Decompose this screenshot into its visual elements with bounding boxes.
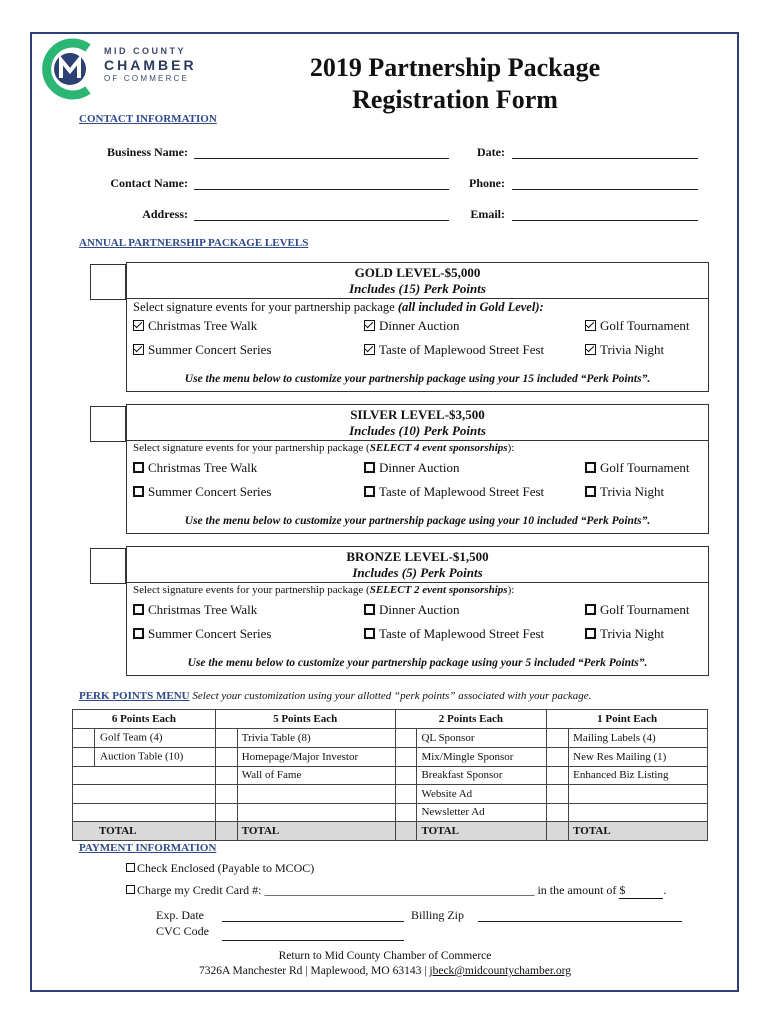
perk-points-table: [72, 709, 708, 841]
address-label: Address:: [142, 207, 188, 221]
perk-heading: PERK POINTS MENU: [79, 690, 190, 702]
gold-intro-emphasis: (all included in Gold Level):: [397, 300, 544, 314]
contact-name-field[interactable]: [194, 189, 449, 190]
bronze-level-instructions: [133, 584, 514, 596]
bronze-event-label: Dinner Auction: [379, 602, 460, 617]
silver-intro-tail: ):: [507, 442, 515, 454]
footer-address: 7326A Manchester Rd | Maplewood, MO 63143 |: [198, 965, 430, 977]
bronze-intro-tail: ):: [507, 584, 515, 596]
gold-event-option[interactable]: [364, 342, 544, 358]
gold-level-name: GOLD LEVEL-$5,000: [354, 265, 481, 280]
business-name-field[interactable]: [194, 158, 449, 159]
bronze-level-note: Use the menu below to customize your partnership package using your 5 included “Perk Points”.: [187, 657, 648, 669]
gold-event-checkbox[interactable]: [364, 344, 375, 355]
gold-intro-text: Select signature events for your partnership package: [133, 300, 398, 314]
five-point-checkbox-cell[interactable]: [215, 728, 237, 747]
five-point-checkbox-cell: [215, 803, 237, 822]
silver-event-option[interactable]: [364, 460, 460, 476]
phone-label: Phone:: [469, 176, 505, 190]
bronze-event-checkbox[interactable]: [585, 604, 596, 615]
bronze-event-option[interactable]: [133, 626, 271, 642]
gold-level-divider: [126, 298, 709, 299]
contact-heading: CONTACT INFORMATION: [79, 113, 217, 125]
six-point-empty: [73, 803, 216, 822]
gold-event-checkbox[interactable]: [364, 320, 375, 331]
email-field[interactable]: [512, 220, 698, 221]
bronze-event-option[interactable]: [364, 602, 460, 618]
silver-event-checkbox[interactable]: [364, 462, 375, 473]
bronze-event-checkbox[interactable]: [133, 628, 144, 639]
perk-intro: [79, 690, 591, 702]
two-point-item: Newsletter Ad: [417, 803, 547, 822]
bronze-level-divider: [126, 582, 709, 583]
five-point-checkbox-cell[interactable]: [215, 766, 237, 785]
silver-event-label: Christmas Tree Walk: [148, 460, 258, 475]
five-point-item: Homepage/Major Investor: [237, 747, 395, 766]
payment-heading: PAYMENT INFORMATION: [79, 842, 217, 854]
perk-row: [73, 766, 708, 785]
gold-level-instructions: [133, 300, 544, 315]
gold-event-label: Trivia Night: [600, 342, 665, 357]
gold-event-checkbox[interactable]: [585, 344, 596, 355]
gold-event-label: Christmas Tree Walk: [148, 318, 258, 333]
two-point-checkbox-cell[interactable]: [395, 766, 417, 785]
bronze-intro-text: Select signature events for your partnership package (: [133, 584, 370, 596]
perk-description: Select your customization using your allotted “perk points” associated with your package.: [192, 690, 592, 702]
card-number-field[interactable]: _____________________________________________: [264, 883, 535, 897]
perk-row: [73, 803, 708, 822]
levels-heading: ANNUAL PARTNERSHIP PACKAGE LEVELS: [79, 237, 309, 249]
two-point-checkbox-cell[interactable]: [395, 728, 417, 747]
contact-name-label: Contact Name:: [110, 176, 188, 190]
card-option[interactable]: Charge my Credit Card #: _____________________________________________ in the amount of $ .: [126, 883, 666, 899]
silver-event-label: Golf Tournament: [600, 460, 690, 475]
silver-level-instructions: [133, 442, 514, 454]
one-point-item: [569, 785, 708, 804]
check-label: Check Enclosed (Payable to MCOC): [137, 861, 315, 875]
bronze-event-label: Christmas Tree Walk: [148, 602, 258, 617]
email-label: Email:: [470, 207, 505, 221]
bronze-event-option[interactable]: [585, 602, 689, 618]
six-point-item[interactable]: [73, 728, 216, 747]
silver-event-label: Dinner Auction: [379, 460, 460, 475]
cvc-field[interactable]: [222, 940, 404, 941]
silver-intro-emphasis: SELECT 4 event sponsorships: [369, 442, 508, 454]
chamber-wordmark: [104, 47, 197, 83]
bronze-event-option[interactable]: [133, 602, 257, 618]
bronze-level-subtitle: Includes (5) Perk Points: [352, 565, 483, 580]
card-label: Charge my Credit Card #:: [137, 883, 262, 897]
bronze-level-header: [126, 549, 709, 581]
date-label: Date:: [477, 145, 505, 159]
five-point-total-box[interactable]: [215, 822, 237, 841]
gold-event-option[interactable]: [133, 342, 271, 358]
footer-line-2: [40, 964, 730, 979]
gold-event-checkbox[interactable]: [133, 344, 144, 355]
six-point-label: Golf Team (4): [100, 731, 163, 744]
five-point-item: [237, 785, 395, 804]
logo-line-3: OF COMMERCE: [104, 74, 190, 83]
two-point-item: Website Ad: [417, 785, 547, 804]
bronze-event-label: Trivia Night: [600, 626, 665, 641]
check-option[interactable]: [126, 861, 314, 876]
gold-event-label: Taste of Maplewood Street Fest: [379, 342, 545, 357]
gold-event-checkbox[interactable]: [585, 320, 596, 331]
bronze-event-label: Taste of Maplewood Street Fest: [379, 626, 545, 641]
silver-event-checkbox[interactable]: [133, 486, 144, 497]
bronze-event-label: Summer Concert Series: [148, 626, 272, 641]
gold-event-option[interactable]: [585, 318, 689, 334]
six-point-item[interactable]: [73, 747, 216, 766]
bronze-level-checkbox[interactable]: [90, 548, 126, 584]
silver-event-option[interactable]: [133, 460, 257, 476]
amount-label: in the amount of: [537, 883, 617, 897]
gold-level-header: [126, 265, 709, 297]
col-five-points: 5 Points Each: [215, 710, 395, 729]
silver-level-name: SILVER LEVEL-$3,500: [350, 407, 485, 422]
five-point-item: [237, 803, 395, 822]
footer: [40, 949, 730, 979]
silver-level-divider: [126, 440, 709, 441]
amount-field[interactable]: [619, 883, 663, 899]
bronze-event-checkbox[interactable]: [364, 628, 375, 639]
silver-event-option[interactable]: [364, 484, 544, 500]
logo-line-2: CHAMBER: [104, 57, 197, 73]
gold-event-option[interactable]: [133, 318, 257, 334]
title-line-2: Registration Form: [352, 85, 558, 114]
five-point-total: TOTAL: [237, 822, 395, 841]
two-point-total: TOTAL: [417, 822, 547, 841]
title-line-1: 2019 Partnership Package: [309, 53, 601, 82]
perk-row: [73, 728, 708, 747]
gold-event-checkbox[interactable]: [133, 320, 144, 331]
one-point-checkbox-cell[interactable]: [547, 728, 569, 747]
one-point-item: Mailing Labels (4): [569, 728, 708, 747]
silver-event-checkbox[interactable]: [585, 486, 596, 497]
footer-line-1: Return to Mid County Chamber of Commerce: [278, 950, 492, 962]
silver-level-header: [126, 407, 709, 439]
col-two-points: 2 Points Each: [395, 710, 547, 729]
zip-field[interactable]: [478, 921, 682, 922]
one-point-checkbox-cell[interactable]: [547, 766, 569, 785]
phone-field[interactable]: [512, 189, 698, 190]
two-point-item: Breakfast Sponsor: [417, 766, 547, 785]
check-checkbox[interactable]: [126, 863, 135, 872]
gold-event-option[interactable]: [585, 342, 664, 358]
col-one-point: 1 Point Each: [547, 710, 708, 729]
card-checkbox[interactable]: [126, 885, 135, 894]
address-field[interactable]: [194, 220, 449, 221]
bronze-level-name: BRONZE LEVEL-$1,500: [346, 549, 489, 564]
bronze-event-checkbox[interactable]: [585, 628, 596, 639]
gold-level-note: Use the menu below to customize your partnership package using your 15 included “Perk Points”.: [184, 373, 651, 385]
five-point-item: Trivia Table (8): [237, 728, 395, 747]
gold-event-label: Dinner Auction: [379, 318, 460, 333]
one-point-total-box[interactable]: [547, 822, 569, 841]
zip-label: Billing Zip: [411, 908, 465, 922]
one-point-total: TOTAL: [569, 822, 708, 841]
two-point-item: QL Sponsor: [417, 728, 547, 747]
silver-event-label: Taste of Maplewood Street Fest: [379, 484, 545, 499]
bronze-intro-emphasis: SELECT 2 event sponsorships: [369, 584, 508, 596]
one-point-item: New Res Mailing (1): [569, 747, 708, 766]
amount-currency: $: [619, 883, 626, 897]
silver-level-subtitle: Includes (10) Perk Points: [349, 423, 486, 438]
chamber-monogram-icon: [40, 38, 100, 100]
six-point-label: Auction Table (10): [100, 750, 184, 763]
five-point-checkbox-cell[interactable]: [215, 747, 237, 766]
silver-event-label: Trivia Night: [600, 484, 665, 499]
silver-event-option[interactable]: [133, 484, 271, 500]
silver-event-label: Summer Concert Series: [148, 484, 272, 499]
two-point-checkbox-cell[interactable]: [395, 803, 417, 822]
perk-total-row: [73, 822, 708, 841]
perk-row: [73, 747, 708, 766]
bronze-event-checkbox[interactable]: [364, 604, 375, 615]
cvc-label: CVC Code: [156, 924, 210, 938]
bronze-event-label: Golf Tournament: [600, 602, 690, 617]
silver-intro-text: Select signature events for your partnership package (: [133, 442, 370, 454]
two-point-checkbox-cell[interactable]: [395, 785, 417, 804]
silver-level-checkbox[interactable]: [90, 406, 126, 442]
gold-level-checkbox[interactable]: [90, 264, 126, 300]
five-point-checkbox-cell: [215, 785, 237, 804]
business-name-label: Business Name:: [106, 145, 188, 159]
logo-line-1: MID COUNTY: [104, 46, 186, 56]
footer-email-link[interactable]: jbeck@midcountychamber.org: [429, 965, 572, 977]
silver-event-checkbox[interactable]: [133, 462, 144, 473]
gold-event-label: Summer Concert Series: [148, 342, 272, 357]
chamber-logo: [40, 38, 210, 100]
six-point-empty: [73, 766, 216, 785]
six-point-checkbox[interactable]: [73, 748, 95, 766]
silver-level-note: Use the menu below to customize your partnership package using your 10 included “Perk Points”.: [184, 515, 651, 527]
two-point-item: Mix/Mingle Sponsor: [417, 747, 547, 766]
bronze-event-option[interactable]: [585, 626, 664, 642]
one-point-item: [569, 803, 708, 822]
six-point-checkbox[interactable]: [73, 729, 95, 747]
one-point-checkbox-cell: [547, 803, 569, 822]
six-point-total: TOTAL: [73, 822, 216, 841]
bronze-event-checkbox[interactable]: [133, 604, 144, 615]
silver-event-checkbox[interactable]: [585, 462, 596, 473]
exp-label: Exp. Date: [156, 908, 204, 922]
gold-level-subtitle: Includes (15) Perk Points: [349, 281, 486, 296]
two-point-checkbox-cell[interactable]: [395, 747, 417, 766]
silver-event-option[interactable]: [585, 460, 689, 476]
exp-field[interactable]: [222, 921, 404, 922]
six-point-empty: [73, 785, 216, 804]
one-point-checkbox-cell: [547, 785, 569, 804]
silver-event-checkbox[interactable]: [364, 486, 375, 497]
date-field[interactable]: [512, 158, 698, 159]
bronze-event-option[interactable]: [364, 626, 544, 642]
gold-event-option[interactable]: [364, 318, 460, 334]
one-point-checkbox-cell[interactable]: [547, 747, 569, 766]
two-point-total-box[interactable]: [395, 822, 417, 841]
col-six-points: 6 Points Each: [73, 710, 216, 729]
five-point-item: Wall of Fame: [237, 766, 395, 785]
one-point-item: Enhanced Biz Listing: [569, 766, 708, 785]
form-title: [250, 52, 660, 116]
silver-event-option[interactable]: [585, 484, 664, 500]
gold-event-label: Golf Tournament: [600, 318, 690, 333]
perk-row: [73, 785, 708, 804]
